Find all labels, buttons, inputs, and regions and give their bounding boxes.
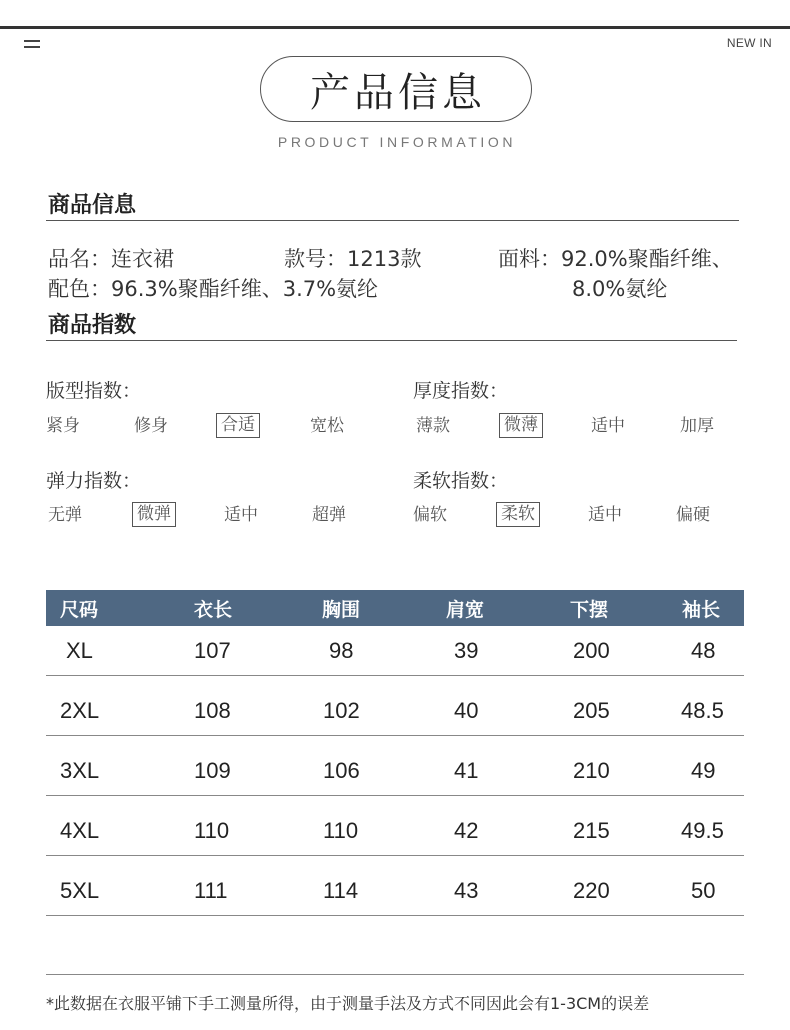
elasticity-option: 超弹: [312, 505, 346, 525]
thickness-option: 加厚: [680, 416, 714, 436]
menu-icon[interactable]: [24, 39, 40, 51]
fit-index-title: 版型指数：: [46, 380, 142, 402]
cell-length: 110: [194, 818, 230, 843]
thickness-option-selected: 微薄: [499, 413, 543, 438]
size-table-header: [46, 590, 744, 626]
softness-index-title: 柔软指数：: [413, 470, 509, 492]
cell-sleeve: 50: [691, 878, 716, 903]
cell-size: XL: [66, 638, 93, 663]
product-index-heading: 商品指数: [48, 313, 137, 338]
new-in-link[interactable]: NEW IN: [726, 36, 772, 50]
product-info-rule: [46, 220, 739, 221]
cell-length: 109: [194, 758, 231, 783]
product-index-rule: [46, 340, 737, 341]
softness-option: 偏硬: [676, 505, 710, 525]
cell-hem: 220: [573, 878, 610, 903]
header-hem: 下摆: [570, 598, 609, 621]
cell-bust: 98: [329, 638, 354, 663]
measurement-note: *此数据在衣服平铺下手工测量所得，由于测量手法及方式不同因此会有1-3CM的误差: [46, 994, 650, 1013]
title-badge: [260, 56, 532, 122]
header-shoulder: 肩宽: [446, 598, 485, 621]
cell-length: 111: [194, 878, 228, 903]
thickness-option: 薄款: [416, 416, 450, 436]
table-row: [46, 796, 744, 856]
elasticity-option-selected: 微弹: [132, 502, 176, 527]
elasticity-option: 适中: [224, 505, 258, 525]
cell-shoulder: 41: [454, 758, 479, 783]
cell-size: 4XL: [60, 818, 100, 843]
cell-size: 3XL: [60, 758, 100, 783]
cell-bust: 106: [323, 758, 360, 783]
cell-shoulder: 39: [454, 638, 479, 663]
cell-hem: 200: [573, 638, 610, 663]
cell-size: 5XL: [60, 878, 100, 903]
cell-sleeve: 49: [691, 758, 716, 783]
cell-length: 108: [194, 698, 231, 723]
fit-option: 紧身: [46, 416, 80, 436]
product-info-heading: 商品信息: [48, 193, 137, 218]
cell-shoulder: 43: [454, 878, 479, 903]
lining: 配色：96.3%聚酯纤维、3.7%氨纶: [48, 277, 379, 301]
cell-hem: 210: [573, 758, 610, 783]
cell-shoulder: 40: [454, 698, 479, 723]
header-sleeve: 袖长: [682, 598, 721, 621]
cell-bust: 110: [323, 818, 359, 843]
softness-option: 偏软: [413, 505, 447, 525]
page-subtitle: PRODUCT INFORMATION: [277, 134, 517, 150]
cell-hem: 215: [573, 818, 610, 843]
fit-option: 修身: [134, 416, 168, 436]
elasticity-option: 无弹: [48, 505, 82, 525]
table-row: [46, 736, 744, 796]
table-row: [46, 626, 744, 676]
header-length: 衣长: [194, 598, 233, 621]
top-rule: [0, 26, 790, 29]
cell-shoulder: 42: [454, 818, 479, 843]
table-row: [46, 856, 744, 916]
fit-option: 宽松: [310, 416, 344, 436]
cell-size: 2XL: [60, 698, 100, 723]
size-table: [46, 590, 744, 916]
thickness-option: 适中: [591, 416, 625, 436]
fit-option-selected: 合适: [216, 413, 260, 438]
header-bust: 胸围: [322, 598, 361, 621]
softness-option: 适中: [588, 505, 622, 525]
footer-rule: [46, 974, 744, 975]
fabric-line-1: 面料：92.0%聚酯纤维、: [498, 247, 733, 271]
cell-sleeve: 48: [691, 638, 716, 663]
cell-length: 107: [194, 638, 231, 663]
cell-sleeve: 48.5: [681, 698, 724, 723]
elasticity-index-title: 弹力指数：: [46, 470, 142, 492]
thickness-index-title: 厚度指数：: [413, 380, 509, 402]
fabric-line-2: 8.0%氨纶: [572, 277, 668, 301]
table-row: [46, 676, 744, 736]
header-size: 尺码: [60, 598, 99, 621]
cell-sleeve: 49.5: [681, 818, 724, 843]
cell-bust: 102: [323, 698, 360, 723]
cell-hem: 205: [573, 698, 610, 723]
page-title: 产品信息: [310, 69, 486, 116]
style-number: 款号：1213款: [284, 247, 422, 271]
softness-option-selected: 柔软: [496, 502, 540, 527]
product-name: 品名：连衣裙: [48, 247, 174, 271]
cell-bust: 114: [323, 878, 359, 903]
